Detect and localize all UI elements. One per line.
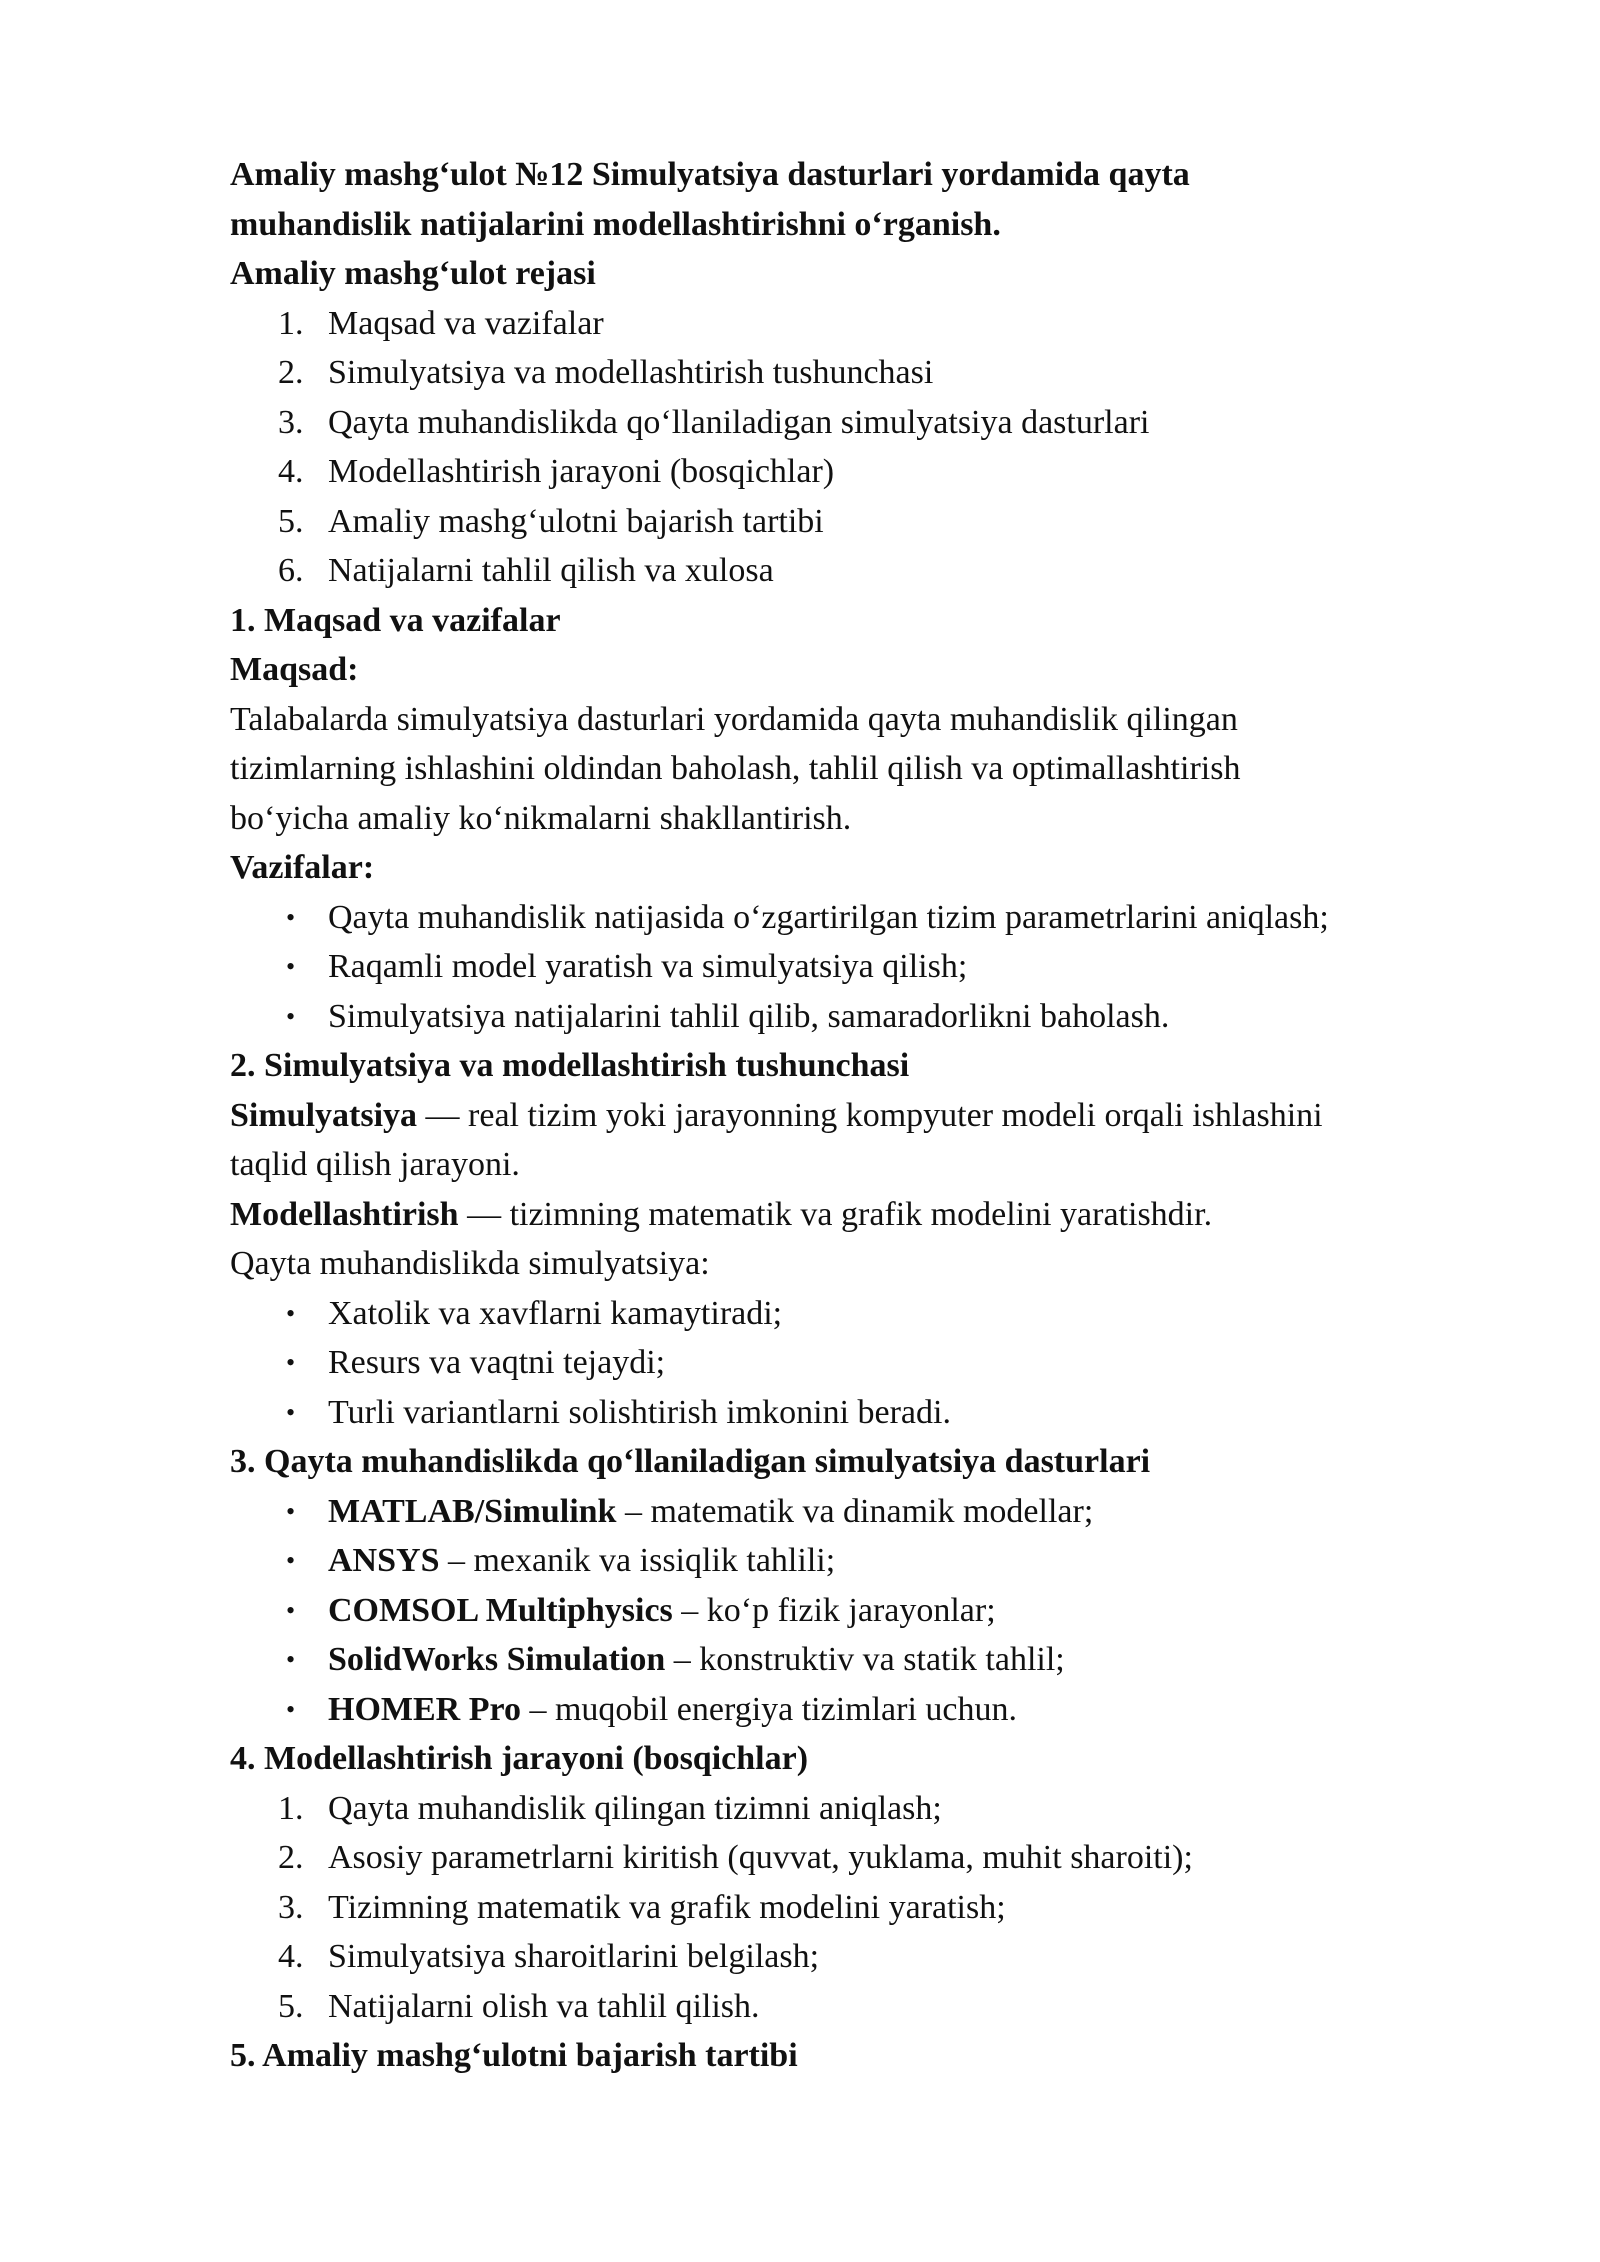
step-number: 3.	[278, 1888, 304, 1926]
goal-label: Maqsad:	[230, 651, 359, 688]
step-item	[230, 1932, 1470, 1982]
benefit-item	[230, 1338, 1470, 1388]
document-title-line1: Amaliy mashg‘ulot №12 Simulyatsiya dasturlari yordamida qayta	[230, 156, 1190, 193]
step-number: 2.	[278, 1839, 304, 1876]
section1-heading: 1. Maqsad va vazifalar	[230, 601, 561, 639]
simulation-intro: Qayta muhandislikda simulyatsiya:	[230, 1245, 710, 1282]
simulation-definition	[230, 1091, 1470, 1141]
bullet-icon: •	[286, 1298, 296, 1328]
tool-item	[230, 1487, 1470, 1537]
benefits-list	[230, 1289, 1470, 1438]
plan-heading: Amaliy mashg‘ulot rejasi	[230, 255, 596, 292]
task-text: Qayta muhandislik natijasida o‘zgartirilgan tizim parametrlarini aniqlash;	[328, 898, 1329, 936]
goal-text-line: tizimlarning ishlashini oldindan baholash, tahlil qilish va optimallashtirish	[230, 750, 1241, 787]
tasks-list	[230, 893, 1470, 1042]
plan-item-number: 3.	[278, 403, 304, 441]
bullet-icon: •	[286, 1001, 296, 1031]
document-title-line2: muhandislik natijalarini modellashtirishni o‘rganish.	[230, 205, 1001, 243]
benefit-text: Resurs va vaqtni tejaydi;	[328, 1344, 666, 1381]
step-text: Asosiy parametrlarni kiritish (quvvat, yuklama, muhit sharoiti);	[328, 1839, 1193, 1876]
step-item	[230, 1982, 1470, 2032]
task-text: Simulyatsiya natijalarini tahlil qilib, samaradorlikni baholash.	[328, 997, 1170, 1035]
plan-item-text: Modellashtirish jarayoni (bosqichlar)	[328, 453, 835, 490]
tool-description: – matematik va dinamik modellar;	[616, 1492, 1094, 1530]
tools-list	[230, 1487, 1470, 1735]
bullet-icon: •	[286, 952, 296, 981]
step-text: Simulyatsiya sharoitlarini belgilash;	[328, 1938, 820, 1975]
step-text: Tizimning matematik va grafik modelini yaratish;	[328, 1888, 1006, 1926]
bullet-icon: •	[286, 1595, 296, 1625]
tool-name: ANSYS	[328, 1542, 440, 1579]
simulation-term: Simulyatsiya	[230, 1096, 418, 1134]
tool-description: – ko‘p fizik jarayonlar;	[672, 1591, 996, 1629]
bullet-icon: •	[286, 1546, 296, 1575]
step-number: 5.	[278, 1987, 304, 2025]
tool-description: – konstruktiv va statik tahlil;	[665, 1641, 1065, 1678]
steps-list	[230, 1784, 1470, 2032]
plan-item-number: 6.	[278, 552, 304, 589]
step-number: 4.	[278, 1938, 304, 1975]
plan-item	[230, 497, 1470, 547]
plan-item	[230, 546, 1470, 596]
modeling-definition-text: — tizimning matematik va grafik modelini yaratishdir.	[458, 1195, 1213, 1233]
step-text: Qayta muhandislik qilingan tizimni aniqlash;	[328, 1789, 942, 1827]
goal-text-line: Talabalarda simulyatsiya dasturlari yordamida qayta muhandislik qilingan	[230, 700, 1238, 738]
plan-item-number: 5.	[278, 502, 304, 540]
tool-item	[230, 1635, 1470, 1685]
bullet-icon: •	[286, 1348, 296, 1377]
plan-item-text: Maqsad va vazifalar	[328, 304, 604, 342]
plan-item-text: Simulyatsiya va modellashtirish tushunchasi	[328, 354, 934, 391]
bullet-icon: •	[286, 1397, 296, 1427]
tasks-label: Vazifalar:	[230, 849, 375, 886]
goal-text-line: bo‘yicha amaliy ko‘nikmalarni shakllantirish.	[230, 799, 852, 837]
plan-item	[230, 447, 1470, 497]
tool-name: MATLAB/Simulink	[328, 1492, 617, 1530]
task-item	[230, 992, 1470, 1042]
bullet-icon: •	[286, 1645, 296, 1674]
plan-item-text: Qayta muhandislikda qo‘llaniladigan simulyatsiya dasturlari	[328, 403, 1150, 441]
benefit-item	[230, 1289, 1470, 1339]
plan-item	[230, 398, 1470, 448]
simulation-definition-text: — real tizim yoki jarayonning kompyuter modeli orqali ishlashini	[417, 1096, 1323, 1134]
section3-heading: 3. Qayta muhandislikda qo‘llaniladigan simulyatsiya dasturlari	[230, 1443, 1151, 1480]
benefit-text: Xatolik va xavflarni kamaytiradi;	[328, 1294, 783, 1332]
benefit-text: Turli variantlarni solishtirish imkonini beradi.	[328, 1393, 951, 1431]
task-text: Raqamli model yaratish va simulyatsiya qilish;	[328, 948, 968, 985]
bullet-icon: •	[286, 1496, 296, 1526]
section4-heading: 4. Modellashtirish jarayoni (bosqichlar)	[230, 1740, 809, 1777]
tool-description: – muqobil energiya tizimlari uchun.	[520, 1690, 1018, 1728]
tool-name: SolidWorks Simulation	[328, 1641, 666, 1678]
tool-item	[230, 1685, 1470, 1735]
task-item	[230, 942, 1470, 992]
benefit-item	[230, 1388, 1470, 1438]
bullet-icon: •	[286, 1694, 296, 1724]
tool-item	[230, 1536, 1470, 1586]
section2-heading: 2. Simulyatsiya va modellashtirish tushunchasi	[230, 1047, 910, 1084]
plan-item-number: 4.	[278, 453, 304, 490]
step-item	[230, 1833, 1470, 1883]
tool-name: HOMER Pro	[328, 1690, 521, 1728]
modeling-definition	[230, 1190, 1470, 1240]
step-item	[230, 1883, 1470, 1933]
tool-description: – mexanik va issiqlik tahlili;	[439, 1542, 836, 1579]
bullet-icon: •	[286, 902, 296, 932]
tool-item	[230, 1586, 1470, 1636]
plan-item-number: 2.	[278, 354, 304, 391]
simulation-definition-cont: taqlid qilish jarayoni.	[230, 1146, 520, 1183]
plan-item-number: 1.	[278, 304, 304, 342]
section5-heading: 5. Amaliy mashg‘ulotni bajarish tartibi	[230, 2037, 798, 2074]
tool-name: COMSOL Multiphysics	[328, 1591, 673, 1629]
plan-item-text: Natijalarni tahlil qilish va xulosa	[328, 552, 774, 589]
task-item	[230, 893, 1470, 943]
modeling-term: Modellashtirish	[230, 1195, 459, 1233]
plan-list	[230, 299, 1470, 596]
step-number: 1.	[278, 1789, 304, 1827]
plan-item	[230, 299, 1470, 349]
document-page	[230, 150, 1470, 2081]
plan-item	[230, 348, 1470, 398]
plan-item-text: Amaliy mashg‘ulotni bajarish tartibi	[328, 502, 824, 540]
step-text: Natijalarni olish va tahlil qilish.	[328, 1987, 760, 2025]
step-item	[230, 1784, 1470, 1834]
